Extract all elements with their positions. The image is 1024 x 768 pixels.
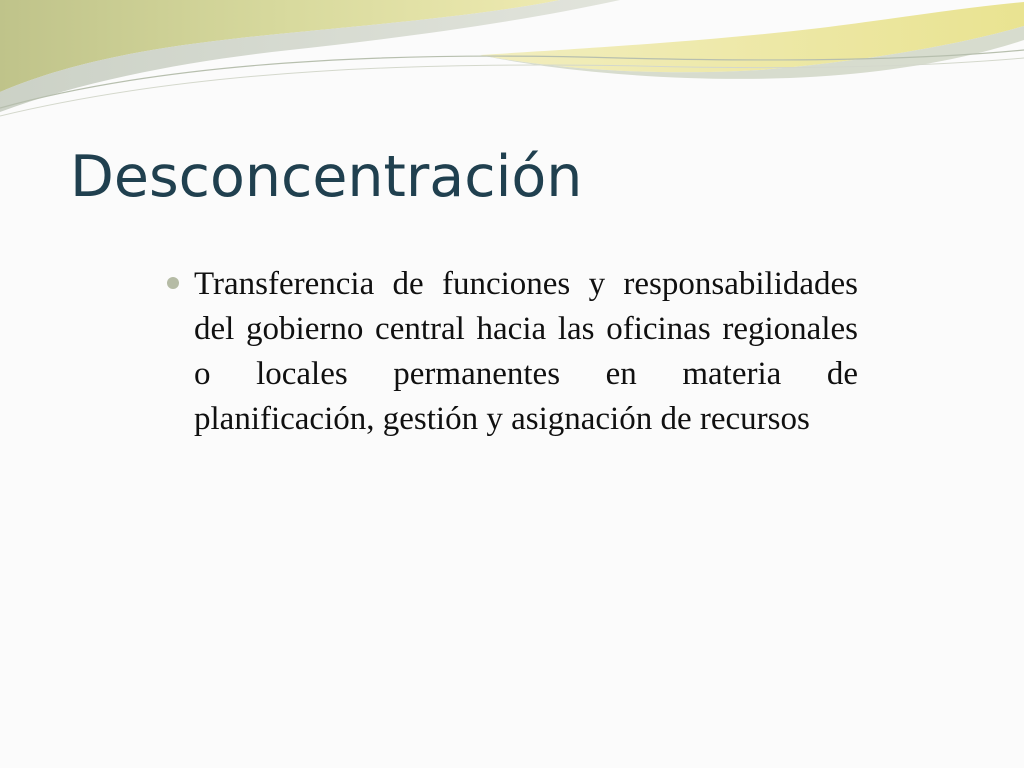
bullet-dot-icon — [167, 277, 179, 289]
slide-title: Desconcentración — [70, 144, 583, 210]
bullet-item — [164, 262, 858, 442]
slide-body — [164, 262, 858, 442]
header-wave-decoration — [0, 0, 1024, 120]
bullet-text: Transferencia de funciones y responsabilidades del gobierno central hacia las oficinas regionales o locales permanentes en materia de planificación, gestión y asignación de recursos — [194, 266, 858, 437]
